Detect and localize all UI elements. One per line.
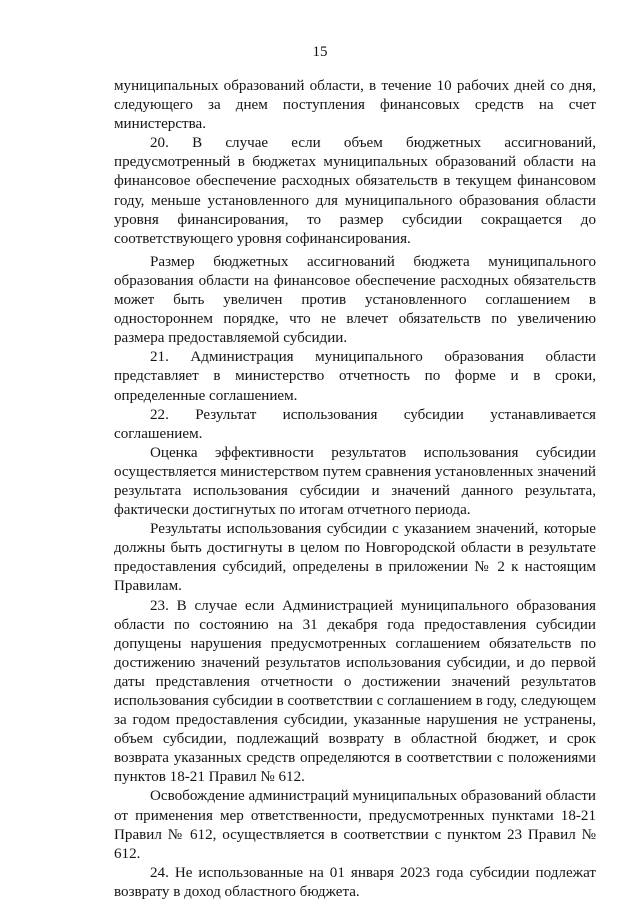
page-number: 15 — [312, 44, 328, 60]
paragraph-continuation: муниципальных образований области, в течение 10 рабочих дней со дня, следующего за днем поступления финансовых средств на счет министерства. — [114, 78, 596, 133]
paragraph-21: 21. Администрация муниципального образования области представляет в министерство отчетность по форме и в сроки, определенные соглашением. — [114, 349, 596, 404]
paragraph-22-results: Результаты использования субсидии с указанием значений, которые должны быть достигнуты в целом по Новгородской области в результате предоставления субсидий, определены в приложении № 2 к настоящим Правилам. — [114, 521, 596, 595]
document-body — [114, 77, 596, 902]
paragraph-22: 22. Результат использования субсидии устанавливается соглашением. — [114, 406, 596, 442]
paragraph-23-exemption: Освобождение администраций муниципальных образований области от применения мер ответственности, предусмотренных пунктами 18-21 Правил № 612, осуществляется в соответствии с пунктом 23 Правил № 612. — [114, 788, 596, 862]
paragraph-22-evaluation: Оценка эффективности результатов использования субсидии осуществляется министерством путем сравнения установленных значений результата использования субсидии и значений данного результата, фактически достигнутых по итогам отчетного периода. — [114, 444, 596, 519]
paragraph-20-budget-size: Размер бюджетных ассигнований бюджета муниципального образования области на финансовое обеспечение расходных обязательств может быть увеличен против установленного соглашением в одностороннем порядке, что не влечет обязательств по увеличению размера предоставляемой субсидии. — [114, 253, 596, 347]
paragraph-24: 24. Не использованные на 01 января 2023 года субсидии подлежат возврату в доход областного бюджета. — [114, 864, 596, 900]
paragraph-20: 20. В случае если объем бюджетных ассигнований, предусмотренный в бюджетах муниципальных образований области на финансовое обеспечение расходных обязательств в текущем финансовом году, меньше установленного для муниципального образования области уровня финансирования, то размер субсидии сокращается до соответствующего уровня софинансирования. — [114, 135, 596, 247]
paragraph-23: 23. В случае если Администрацией муниципального образования области по состоянию на 31 декабря года предоставления субсидии допущены нарушения предусмотренных соглашением обязательств по достижению значений результатов использования субсидии, и до первой даты представления отчетности о достижении значений результатов использования субсидии в соответствии с соглашением в году, следующем за годом предоставления субсидии, указанные нарушения не устранены, объем субсидии, подлежащий возврату в областной бюджет, и срок возврата указанных средств определяются в соответствии с положениями пунктов 18-21 Правил № 612. — [114, 597, 596, 786]
